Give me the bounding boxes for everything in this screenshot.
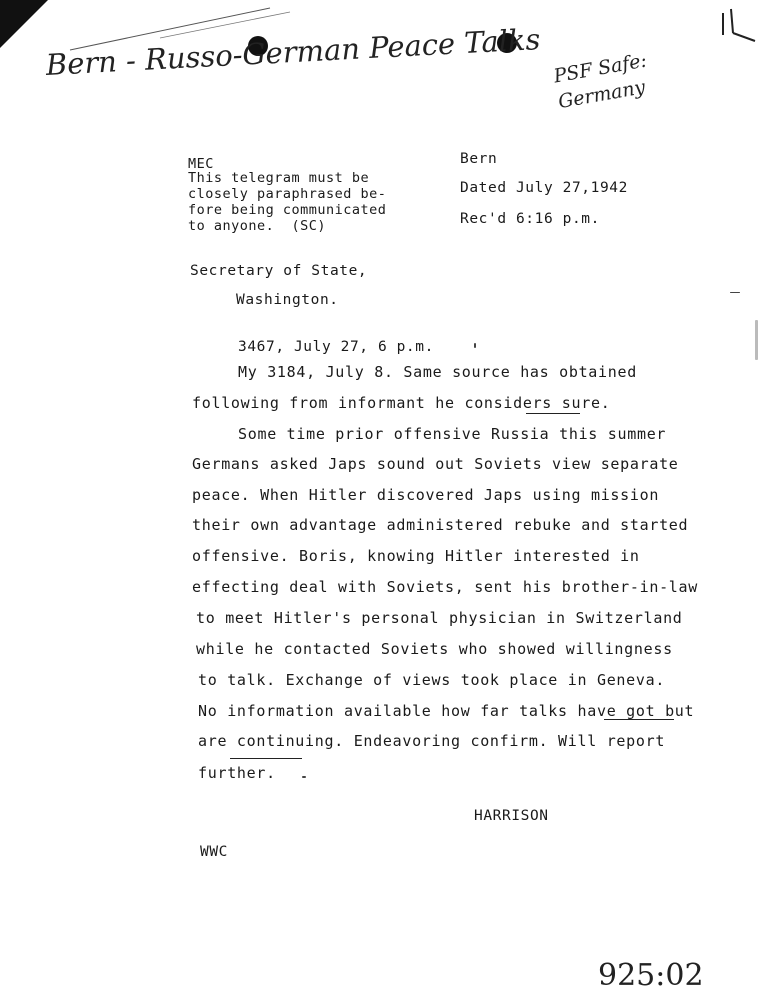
message-line: while he contacted Soviets who showed willingness (196, 640, 673, 658)
addressee-city: Washington. (236, 292, 339, 308)
pen-underline (526, 413, 580, 414)
paraphrase-notice: This telegram must be closely paraphrased be- fore being communicated to anyone. (SC) (188, 170, 387, 234)
pen-underline (604, 719, 674, 720)
message-line: peace. When Hitler discovered Japs using mission (192, 486, 660, 504)
message-line: effecting deal with Soviets, sent his brother-in-law (192, 578, 698, 596)
routing-code: MEC (188, 156, 214, 172)
message-line: to talk. Exchange of views took place in Geneva. (198, 671, 666, 689)
message-line: Some time prior offensive Russia this summer (238, 425, 667, 443)
received-line: Rec'd 6:16 p.m. (460, 211, 600, 227)
date-line: Dated July 27,1942 (460, 180, 628, 196)
paper-speck (474, 343, 476, 348)
message-line: further. (198, 764, 276, 782)
message-line: Germans asked Japs sound out Soviets view separate (192, 455, 679, 473)
paper-edge-shadow (755, 320, 758, 360)
message-line: following from informant he considers sure. (192, 394, 611, 412)
pen-underline (230, 758, 302, 759)
message-reference: 3467, July 27, 6 p.m. (238, 339, 434, 355)
margin-marks (715, 5, 765, 55)
clerk-initials: WWC (200, 844, 228, 860)
handwritten-title: Bern - Russo-German Peace Talks (45, 22, 542, 82)
message-line: No information available how far talks have got but (198, 702, 695, 720)
message-line: My 3184, July 8. Same source has obtained (238, 363, 637, 381)
paper-speck (302, 776, 306, 778)
handwritten-file-note: PSF Safe: Germany (552, 49, 649, 114)
message-line: offensive. Boris, knowing Hitler interested in (192, 547, 640, 565)
page-number: 925:02 (598, 958, 704, 993)
signature: HARRISON (474, 808, 549, 824)
addressee: Secretary of State, (190, 263, 368, 279)
message-line: are continuing. Endeavoring confirm. Will report (198, 732, 666, 750)
message-line: to meet Hitler's personal physician in Switzerland (196, 609, 683, 627)
message-line: their own advantage administered rebuke and started (192, 516, 689, 534)
origin-city: Bern (460, 151, 498, 167)
paper-speck (730, 292, 740, 293)
